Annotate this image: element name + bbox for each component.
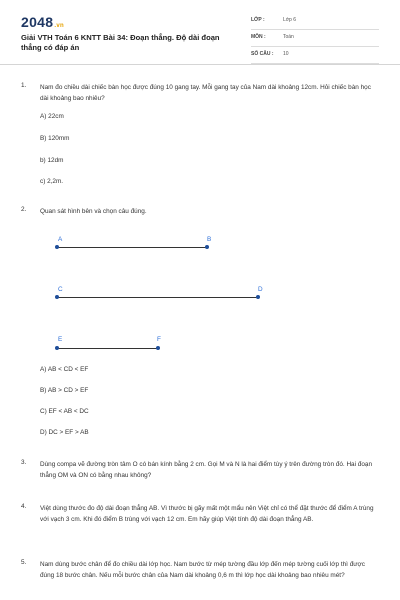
question-number: 3. — [21, 459, 27, 466]
question-number: 2. — [21, 206, 27, 213]
point-label-e: E — [58, 336, 63, 343]
question-text: Nam dùng bước chân để đo chiều dài lớp học. Nam bước từ mép tường đầu lớp đến mép tường cuối lớp thì được đúng 18 bước chân. Nếu mỗi bước chân của Nam dài khoảng 0,6 m thì lớp học dài khoảng bao nhiêu mét? — [40, 561, 365, 579]
question-number: 5. — [21, 559, 27, 566]
point-label-d: D — [258, 286, 263, 293]
meta-value: 10 — [283, 51, 289, 57]
page-header — [0, 0, 400, 62]
meta-value: Lớp 6 — [283, 17, 297, 23]
answer-option[interactable]: C) EF < AB < DC — [40, 408, 89, 415]
segment-cd — [57, 297, 258, 298]
answer-option[interactable]: A) 22cm — [40, 113, 64, 120]
answer-option[interactable]: D) DC > EF > AB — [40, 429, 89, 436]
answer-option[interactable]: A) AB < CD < EF — [40, 366, 89, 373]
segment-ab — [57, 247, 207, 248]
point-label-c: C — [58, 286, 63, 293]
question-number: 4. — [21, 503, 27, 510]
answer-option[interactable]: c) 2,2m. — [40, 178, 64, 185]
answer-option[interactable]: B) 120mm — [40, 135, 70, 142]
question-text: Việt dùng thước đo độ dài đoạn thẳng AB. Vì thước bị gãy mất một mẩu nên Việt chỉ có thể đặt thước để điểm A trùng với vạch 3 cm. Khi đó điểm B trùng với vạch 12 cm. Em hãy giúp Việt tính độ dài đoạn thẳng AB. — [40, 505, 374, 523]
meta-row-subject — [251, 32, 379, 47]
logo-tld: .vn — [54, 23, 64, 29]
answer-option[interactable]: B) AB > CD > EF — [40, 387, 89, 394]
question-text: Quan sát hình bên và chọn câu đúng. — [40, 208, 147, 215]
question-text: Dùng compa vẽ đường tròn tâm O có bán kính bằng 2 cm. Gọi M và N là hai điểm tùy ý trên đường tròn đó. Hai đoạn thẳng OM và ON có bằng nhau không? — [40, 461, 373, 479]
point-c — [55, 295, 59, 299]
point-label-f: F — [157, 336, 161, 343]
meta-value: Toán — [283, 34, 294, 40]
question-text: Nam đo chiều dài chiếc bàn học được đúng 10 gang tay. Mỗi gang tay của Nam dài khoảng 12cm. Hỏi chiếc bàn học dài khoảng bao nhiêu? — [40, 84, 371, 102]
meta-row-grade — [251, 15, 379, 30]
answer-option[interactable]: b) 12dm — [40, 157, 64, 164]
logo-main: 2048 — [21, 14, 54, 30]
point-b — [205, 245, 209, 249]
question-number: 1. — [21, 82, 27, 89]
document-title: Giải VTH Toán 6 KNTT Bài 34: Đoạn thẳng. Độ dài đoạn thẳng có đáp án — [21, 33, 220, 52]
point-e — [55, 346, 59, 350]
point-label-b: B — [207, 236, 212, 243]
meta-row-count — [251, 49, 379, 64]
site-logo[interactable] — [21, 14, 64, 30]
meta-label: SỐ CÂU : — [251, 51, 274, 57]
point-label-a: A — [58, 236, 63, 243]
segment-ef — [57, 348, 158, 349]
header-divider — [0, 64, 400, 65]
point-f — [156, 346, 160, 350]
meta-label: LỚP : — [251, 17, 265, 23]
point-d — [256, 295, 260, 299]
point-a — [55, 245, 59, 249]
document-meta — [251, 15, 379, 66]
meta-label: MÔN : — [251, 34, 266, 40]
